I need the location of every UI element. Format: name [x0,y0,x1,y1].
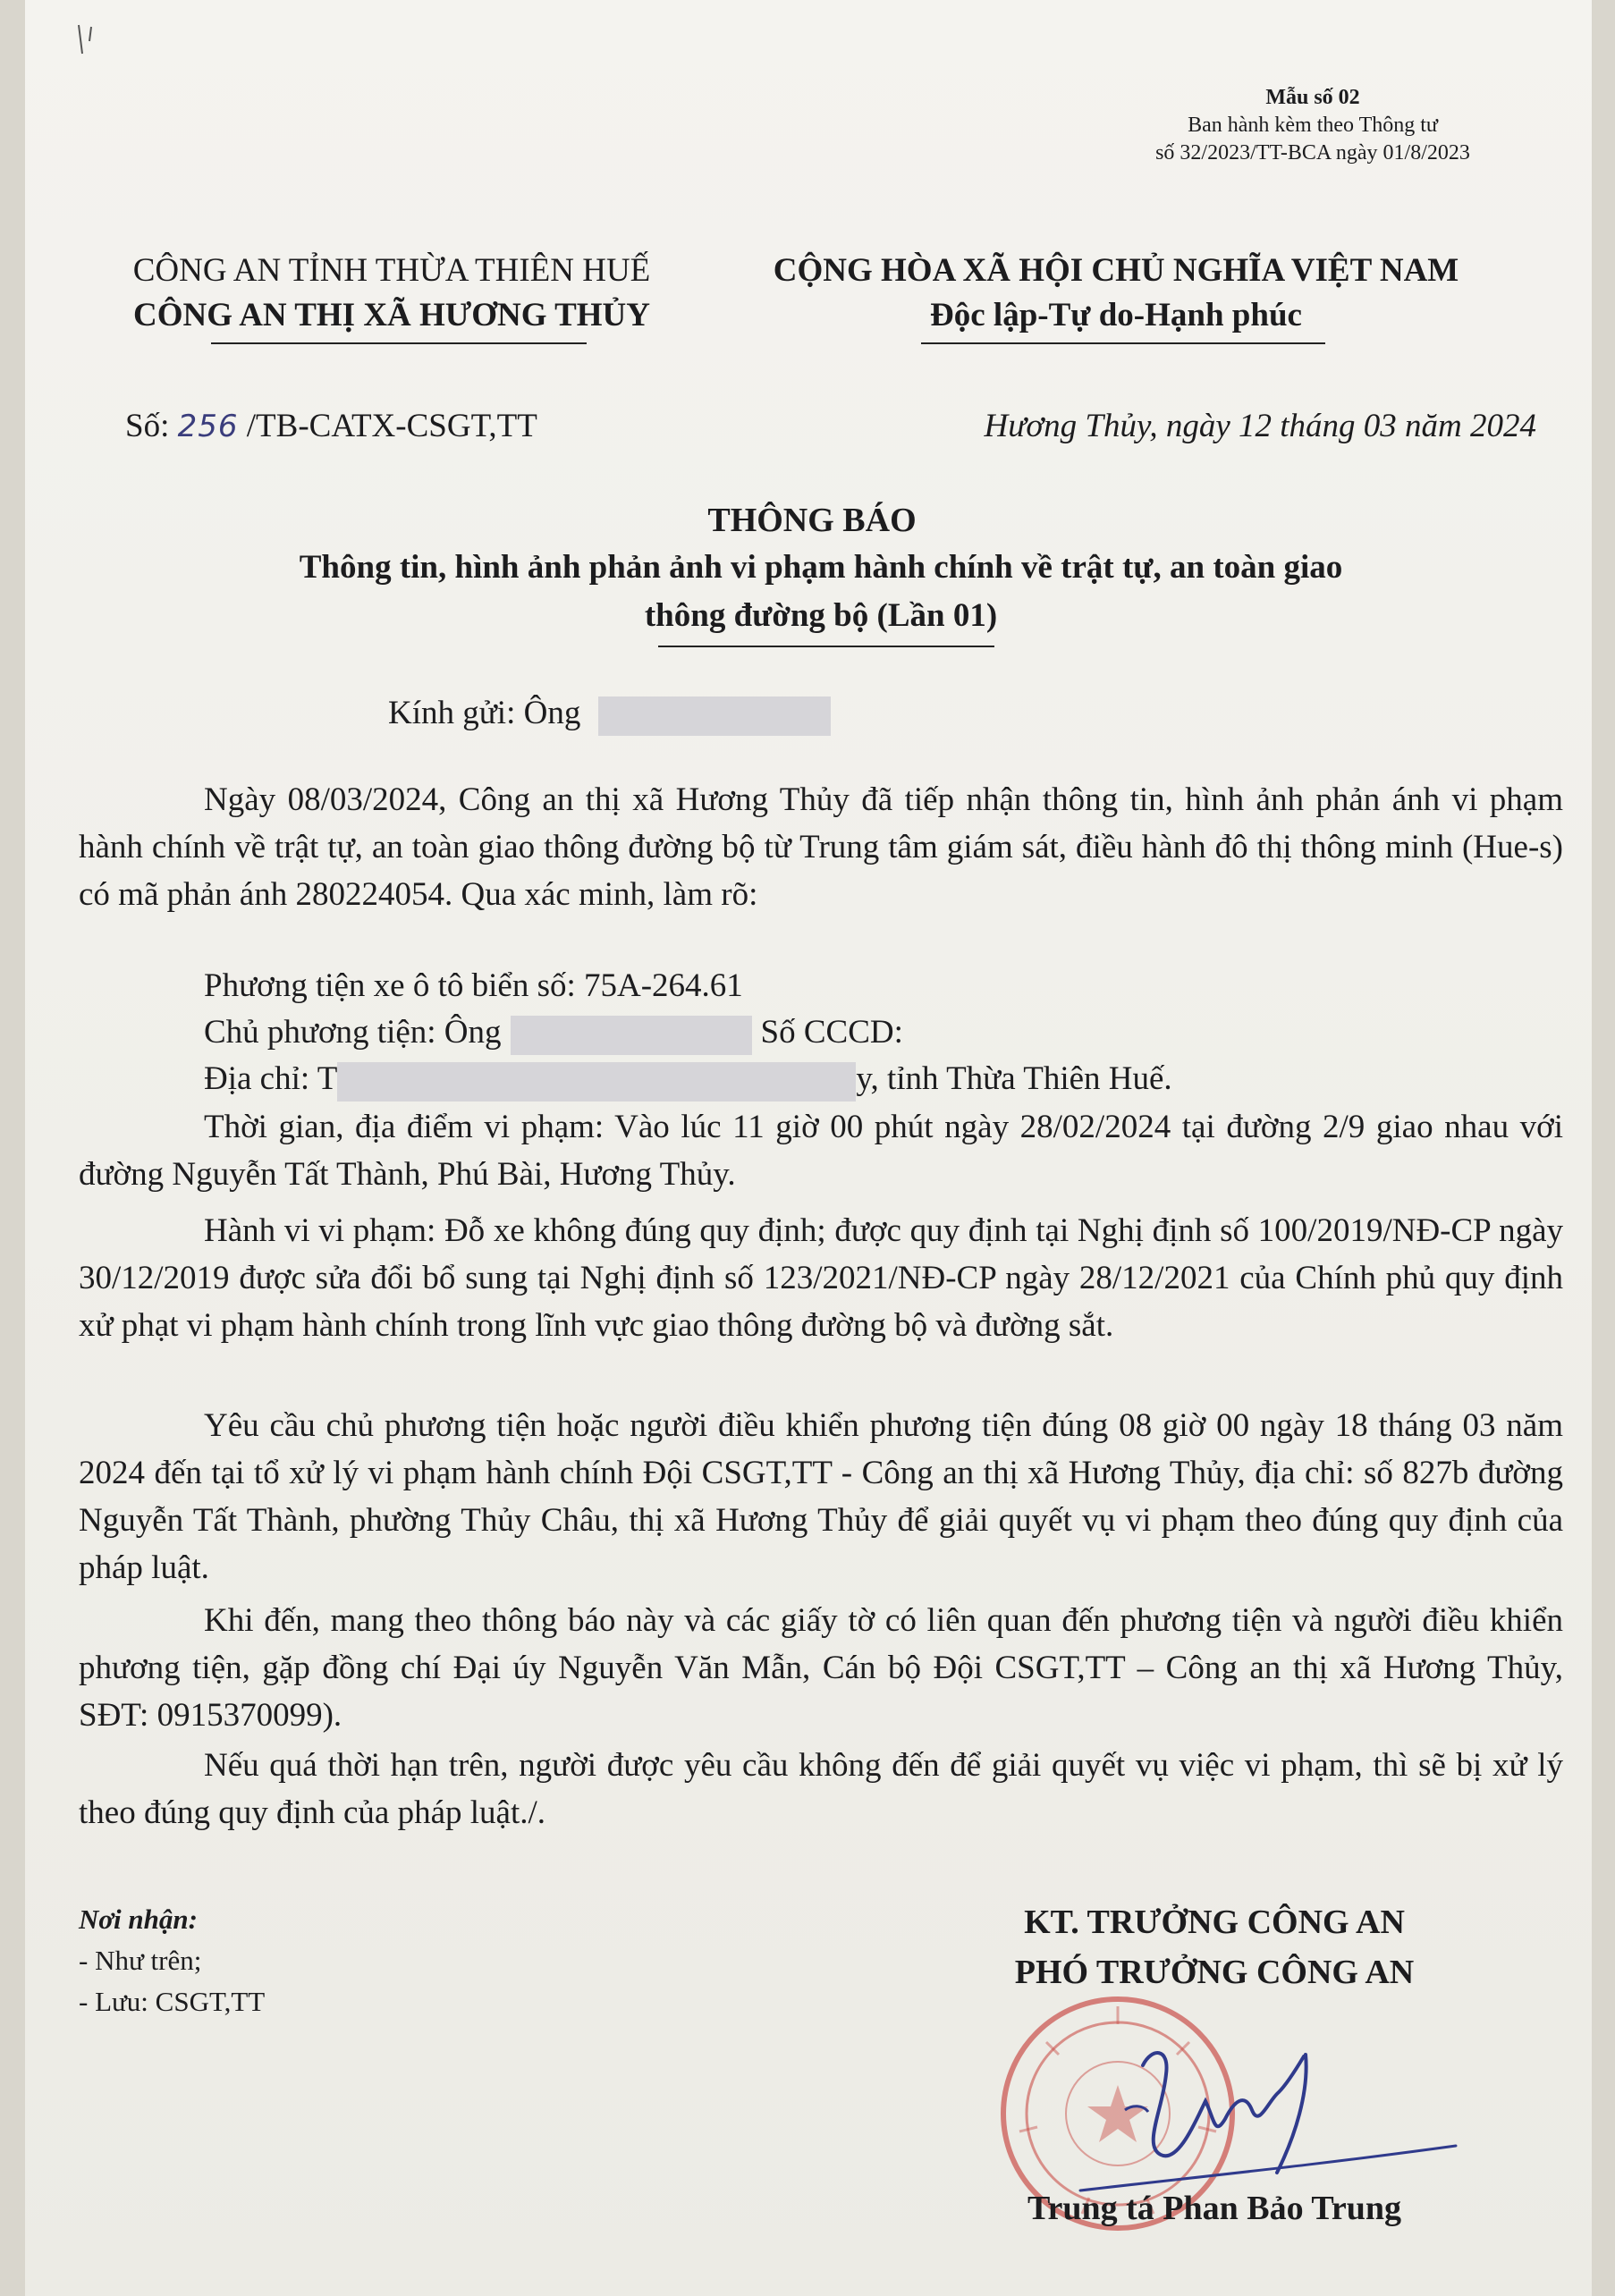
place-date: Hương Thủy, ngày 12 tháng 03 năm 2024 [984,408,1536,444]
nation-line2: Độc lập-Tự do-Hạnh phúc [930,297,1302,333]
nation-line1: CỘNG HÒA XÃ HỘI CHỦ NGHĨA VIỆT NAM [773,252,1459,289]
agency-underline [211,342,587,344]
greeting-text: Kính gửi: Ông [388,695,581,731]
signature-title-line2: PHÓ TRƯỞNG CÔNG AN [1014,1954,1415,1991]
agency-header [61,249,723,338]
doc-number-suffix: /TB-CATX-CSGT,TT [238,408,537,444]
recipient-item: - Lưu: CSGT,TT [79,1986,266,2017]
paragraph-intake: Ngày 08/03/2024, Công an thị xã Hương Thủy đã tiếp nhận thông tin, hình ảnh phản ánh vi phạm hành chính về trật tự, an toàn giao thông đường bộ từ Trung tâm giám sát, điều hành đô thị thông minh (Hue-s) có mã phản ánh 280224054. Qua xác minh, làm rõ: [79,781,1563,913]
handwritten-signature [991,2012,1492,2208]
address-label: Địa chỉ: T [204,1060,338,1097]
vehicle-plate: Phương tiện xe ô tô biển số: 75A-264.61 [204,967,743,1004]
recipients-label: Nơi nhận: [79,1903,198,1935]
form-issued-line2: số 32/2023/TT-BCA ngày 01/8/2023 [1155,141,1470,165]
document-subtitle [293,544,1349,640]
paragraph-overdue: Nếu quá thời hạn trên, người được yêu cầu không đến để giải quyết vụ việc vi phạm, thì sẽ bị xử lý theo đúng quy định của pháp luật./. [79,1747,1563,1831]
paragraph-request: Yêu cầu chủ phương tiện hoặc người điều khiển phương tiện đúng 08 giờ 00 ngày 18 tháng 03 năm 2024 đến tại tổ xử lý vi phạm hành chính Đội CSGT,TT - Công an thị xã Hương Thủy, địa chỉ: số 827b đường Nguyễn Tất Thành, phường Thủy Châu, thị xã Hương Thủy để giải quyết vụ vi phạm theo đúng quy định của pháp luật. [79,1407,1563,1586]
paragraph-time-place: Thời gian, địa điểm vi phạm: Vào lúc 11 giờ 00 phút ngày 28/02/2024 tại đường 2/9 giao nhau với đường Nguyễn Tất Thành, Phú Bài, Hương Thủy. [79,1109,1563,1193]
recipient-item: - Như trên; [79,1945,202,1976]
redacted-name [598,696,831,736]
document-subtitle-text: Thông tin, hình ảnh phản ảnh vi phạm hành chính về trật tự, an toàn giao thông đường bộ (Lần 01) [299,549,1343,634]
redacted-owner [511,1016,752,1055]
nation-header [714,249,1518,338]
paragraph-violation: Hành vi vi phạm: Đỗ xe không đúng quy định; được quy định tại Nghị định số 100/2019/NĐ-CP ngày 30/12/2019 được sửa đổi bổ sung tại Nghị định số 123/2021/NĐ-CP ngày 28/12/2021 của Chính phủ quy định xử phạt vi phạm hành chính trong lĩnh vực giao thông đường bộ và đường sắt. [79,1212,1563,1344]
agency-line1: CÔNG AN TỈNH THỪA THIÊN HUẾ [132,252,651,289]
paragraph-bring: Khi đến, mang theo thông báo này và các giấy tờ có liên quan đến phương tiện và người điều khiển phương tiện, gặp đồng chí Đại úy Nguyễn Văn Mẫn, Cán bộ Đội CSGT,TT – Công an thị xã Hương Thủy, SĐT: 0915370099). [79,1602,1563,1734]
agency-line2: CÔNG AN THỊ XÃ HƯƠNG THỦY [132,297,651,333]
redacted-address [337,1062,856,1102]
doc-number-handwritten: 256 [177,409,239,444]
form-reference [1062,84,1563,167]
doc-number-prefix: Số: [125,408,178,444]
title-underline [658,646,994,647]
address-line [204,1055,1172,1102]
greeting [388,690,831,737]
form-issued-line1: Ban hành kèm theo Thông tư [1188,114,1438,137]
form-number: Mẫu số 02 [1265,86,1360,109]
cccd-label: Số CCCD: [760,1014,903,1051]
document-page [25,0,1592,2296]
document-number [125,404,537,449]
pen-mark [52,18,106,72]
document-title: THÔNG BÁO [707,502,917,539]
nation-underline [921,342,1325,344]
signature-title-line1: KT. TRƯỞNG CÔNG AN [1024,1903,1405,1941]
address-end: y, tỉnh Thừa Thiên Huế. [856,1060,1172,1097]
recipients [79,1899,265,2022]
owner-line [204,1009,903,1056]
owner-label: Chủ phương tiện: Ông [204,1014,502,1051]
signer-name: Trung tá Phan Bảo Trung [1027,2190,1402,2227]
